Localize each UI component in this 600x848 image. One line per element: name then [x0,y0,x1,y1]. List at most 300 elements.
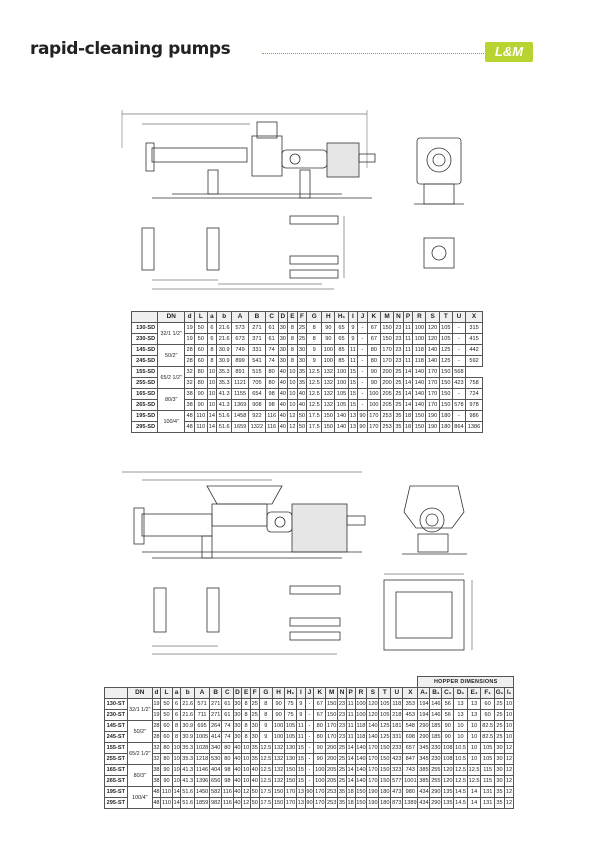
table-cell: 253 [326,798,338,809]
col-header: E [288,312,298,323]
col-header: J [358,312,368,323]
table-cell: 61 [265,323,278,334]
table-cell: 135 [442,787,454,798]
table-cell: 35.3 [181,743,195,754]
col-header: A [194,688,209,699]
table-cell: 25 [297,334,307,345]
table-cell: 38 [152,765,161,776]
table-cell: 90 [367,367,380,378]
table-cell: 98 [265,389,278,400]
table-cell: 140 [413,378,426,389]
table-cell: 140 [426,345,439,356]
table-cell: 146 [430,710,442,721]
table-cell: 194 [418,699,430,710]
table-cell: 743 [403,765,418,776]
table-cell: - [452,389,465,400]
table-cell: 50 [194,323,207,334]
table-cell: 30.9 [181,721,195,732]
col-header: C [265,312,278,323]
table-cell: 30 [233,721,242,732]
table-cell: 80 [265,378,278,389]
col-header: D [233,688,242,699]
table-cell: 140 [367,721,379,732]
table-cell: 8 [207,345,217,356]
table-cell: 873 [391,798,403,809]
table-cell: 75 [285,699,297,710]
table-cell: 40 [278,367,288,378]
table-cell: 6 [172,699,181,710]
col-header: F [297,312,307,323]
table-cell: 21.6 [181,710,195,721]
table-cell: 40 [278,378,288,389]
table-cell: 12 [505,776,514,787]
table-cell: 140 [426,356,439,367]
table-cell: 12.5 [454,776,468,787]
table-cell: 40 [233,743,242,754]
model-cell: 130-ST [105,699,128,710]
table-cell: 10 [467,743,481,754]
table-cell: 35 [338,787,347,798]
table-cell: 85 [335,345,348,356]
table-cell: 271 [210,710,222,721]
table-cell: 1458 [232,411,249,422]
table-cell: 15 [297,743,306,754]
table-cell: 571 [194,699,209,710]
model-cell: 255-SD [132,378,158,389]
table-cell: 170 [367,765,379,776]
table-cell: 15 [297,765,306,776]
table-cell: 568 [452,367,465,378]
table-cell: 180 [439,411,452,422]
table-cell: 25 [338,754,347,765]
table-cell: 1146 [194,765,209,776]
table-cell: 60 [481,710,495,721]
table-cell: 116 [222,787,233,798]
table-row [132,345,483,356]
table-cell: 170 [426,389,439,400]
table-cell: 23 [394,334,404,345]
brand-logo: L&M [485,42,533,62]
table-cell: 8 [288,323,298,334]
table-cell: 75 [285,710,297,721]
col-header: DN [127,688,152,699]
table-cell: 100 [273,732,285,743]
table-cell: 8 [242,699,251,710]
table-cell: 8 [307,323,322,334]
table-cell: 120 [367,699,379,710]
table-cell: 132 [273,743,285,754]
table-cell: 25 [494,699,504,710]
col-header-model [132,312,158,323]
table-cell: 423 [452,378,465,389]
table-cell: 1396 [194,776,209,787]
table-cell: 10 [242,743,251,754]
table-cell: - [358,356,368,367]
table-cell: 140 [335,422,348,433]
table-cell: 150 [379,754,391,765]
table-cell: 30 [494,743,504,754]
table-cell: 140 [413,400,426,411]
table-cell: - [358,323,368,334]
table-cell: 577 [391,776,403,787]
table-cell: 150 [273,787,285,798]
table-cell: 711 [194,710,209,721]
table-cell: 30.9 [217,345,232,356]
table-cell: 105 [439,323,452,334]
table-cell: 10 [467,732,481,743]
table-cell: 25 [338,765,347,776]
table-cell: 12 [505,743,514,754]
table-cell: 132 [273,776,285,787]
table-cell: 982 [210,798,222,809]
dn-cell: 32/1 1/2" [158,323,185,345]
table-cell: 8 [207,356,217,367]
table-row [132,356,483,367]
table-cell: 150 [439,400,452,411]
model-cell: 265-SD [132,400,158,411]
model-cell: 255-ST [105,754,128,765]
table-cell: 10 [454,732,468,743]
table-cell: 50 [297,411,307,422]
table-cell: 15 [348,367,358,378]
table-cell: 150 [379,743,391,754]
table-cell: 14 [346,765,355,776]
table-cell: 170 [326,732,338,743]
table-cell: 978 [466,400,483,411]
table-cell: 110 [194,411,207,422]
table-cell: 8 [307,334,322,345]
table-cell: 10.5 [454,754,468,765]
col-header: M [380,312,393,323]
col-header: S [367,688,379,699]
table-cell: - [452,356,465,367]
dn-cell: 80/3" [158,389,185,411]
table-cell: 12 [505,787,514,798]
table-cell: 100 [314,776,326,787]
table-cell: 90 [358,411,368,422]
table-cell: 185 [430,721,442,732]
model-cell: 145-SD [132,345,158,356]
table-cell: 140 [355,765,367,776]
table-cell: 38 [152,776,161,787]
table-cell: 41.3 [181,776,195,787]
table-cell: 100 [367,389,380,400]
table-cell: 8 [242,721,251,732]
table-row [105,721,514,732]
table-cell: 578 [452,400,465,411]
table-cell: - [452,345,465,356]
col-header: F [250,688,259,699]
table-cell: 414 [210,732,222,743]
table-cell: 150 [379,776,391,787]
table-cell: 90 [194,389,207,400]
table-cell: 592 [466,356,483,367]
table-cell: 38 [185,389,195,400]
table-cell: 185 [430,732,442,743]
table-cell: 290 [430,798,442,809]
table-cell: 23 [338,710,347,721]
table-cell: 131 [481,787,495,798]
table-cell: 705 [249,378,266,389]
table-cell: 80 [265,367,278,378]
table-cell: 14.5 [454,798,468,809]
table-cell: 1659 [232,422,249,433]
table-cell: 170 [367,776,379,787]
table-cell: 21.6 [217,323,232,334]
table-row [105,710,514,721]
model-cell: 155-SD [132,367,158,378]
table-cell: 60 [194,356,207,367]
table-cell: 100 [355,710,367,721]
table-cell: 28 [185,345,195,356]
table-cell: 90 [273,699,285,710]
table-cell: 120 [442,776,454,787]
table-cell: 230 [430,754,442,765]
table-cell: 14 [467,787,481,798]
table-cell: 98 [222,776,233,787]
table-cell: 50 [161,699,172,710]
table-cell: 12 [505,765,514,776]
col-header: X [466,312,483,323]
table-cell: 25 [494,710,504,721]
table-cell: 30 [233,710,242,721]
model-cell: 230-ST [105,710,128,721]
dn-cell: 32/1 1/2" [127,699,152,721]
table-cell: 1028 [194,743,209,754]
table-cell: 253 [326,787,338,798]
table-cell: 11 [348,356,358,367]
table-cell: 150 [355,798,367,809]
table-cell: - [358,334,368,345]
table-cell: 67 [314,699,326,710]
table-cell: 40 [297,389,307,400]
table-cell: 140 [367,732,379,743]
table-cell: 695 [194,721,209,732]
table-cell: 30 [250,732,259,743]
table-cell: 18 [346,798,355,809]
table-cell: 61 [222,699,233,710]
table-cell: 150 [380,334,393,345]
table-cell: 170 [314,787,326,798]
table-cell: 30 [278,345,288,356]
table-cell: - [452,411,465,422]
table-row [105,776,514,787]
table-cell: 515 [249,367,266,378]
col-header: d [152,688,161,699]
table-cell: 35 [394,411,404,422]
table-cell: 80 [161,754,172,765]
table-cell: 323 [391,765,403,776]
table-cell: 21.6 [217,334,232,345]
table-cell: 140 [355,743,367,754]
col-header: H₁ [285,688,297,699]
table-cell: 255 [430,776,442,787]
table-cell: 13 [454,710,468,721]
table-cell: 28 [152,732,161,743]
table-cell: 40 [278,400,288,411]
table-cell: 12 [505,798,514,809]
table-cell: 40 [233,798,242,809]
table-cell: - [305,732,314,743]
table-cell: 331 [249,345,266,356]
table-cell: 30 [494,754,504,765]
table-cell: 132 [322,378,335,389]
table-cell: 170 [426,378,439,389]
dn-cell: 100/4" [127,787,152,809]
table-cell: 150 [413,411,426,422]
table-cell: 1389 [403,798,418,809]
table-cell: 132 [322,400,335,411]
table-cell: 12.5 [259,754,273,765]
table-cell: 140 [355,776,367,787]
table-cell: 118 [355,732,367,743]
table-cell: 120 [442,765,454,776]
table-cell: 100 [322,356,335,367]
table-cell: 40 [278,411,288,422]
table-cell: 10.5 [454,743,468,754]
col-header: R [413,312,426,323]
table-cell: 10 [505,732,514,743]
table-cell: 18 [346,787,355,798]
table-cell: 230 [430,743,442,754]
table-cell: 110 [161,787,172,798]
table-cell: 12.5 [307,400,322,411]
table-cell: 10 [467,754,481,765]
table-cell: 140 [413,389,426,400]
table-cell: 11 [348,345,358,356]
table-cell: 548 [403,721,418,732]
table-cell: 12 [288,411,298,422]
table-cell: 9 [348,323,358,334]
table-cell: 10 [454,721,468,732]
table-cell: 25 [394,367,404,378]
table-cell: 65 [335,323,348,334]
col-header: K [314,688,326,699]
table-cell: 10 [505,710,514,721]
table-cell: - [305,721,314,732]
table-cell: 35 [250,754,259,765]
table-cell: 150 [285,765,297,776]
table-row [105,699,514,710]
table-cell: 14 [207,411,217,422]
table-cell: 100 [367,400,380,411]
table-cell: 170 [367,422,380,433]
table-cell: 11 [297,732,306,743]
table-cell: 1386 [466,422,483,433]
hopper-spacer [105,677,418,688]
table-cell: 40 [250,765,259,776]
spec-table-st-body [105,699,514,809]
table-cell: 28 [185,356,195,367]
model-cell: 265-ST [105,776,128,787]
table-cell: 90 [322,323,335,334]
table-cell: 50 [297,422,307,433]
table-cell: 9 [297,699,306,710]
table-cell: 253 [380,422,393,433]
table-cell: 345 [418,743,430,754]
table-cell: 105 [285,721,297,732]
hopper-header-row [105,677,514,688]
table-cell: 10 [207,378,217,389]
table-cell: 12.5 [307,367,322,378]
col-header: d [185,312,195,323]
col-header: C₁ [442,688,454,699]
table-cell: 1001 [403,776,418,787]
table-cell: 90 [161,765,172,776]
table-cell: 118 [355,721,367,732]
table-cell: 371 [249,334,266,345]
table-cell: 340 [210,743,222,754]
table-cell: 181 [391,721,403,732]
table-cell: 170 [367,411,380,422]
table-cell: 40 [233,776,242,787]
table-cell: 67 [367,323,380,334]
table-cell: 290 [418,721,430,732]
col-header: H [273,688,285,699]
col-header: C [222,688,233,699]
table-cell: 180 [439,422,452,433]
table-cell: - [305,776,314,787]
pump-drawing-st-svg [112,468,477,668]
table-cell: 35.3 [217,367,232,378]
table-cell: 1450 [194,787,209,798]
table-cell: 100 [273,721,285,732]
table-cell: 1859 [194,798,209,809]
col-header: J [305,688,314,699]
table-cell: 35 [338,798,347,809]
table-cell: 90 [367,378,380,389]
table-cell: 80 [314,721,326,732]
table-cell: 30 [494,765,504,776]
table-cell: 30 [233,732,242,743]
table-cell: 30 [250,721,259,732]
table-cell: 100 [355,699,367,710]
table-cell: 170 [426,367,439,378]
table-cell: 194 [418,710,430,721]
table-cell: 8 [242,732,251,743]
table-cell: 40 [297,400,307,411]
table-cell: - [358,378,368,389]
table-cell: 23 [338,721,347,732]
table-cell: 11 [403,356,413,367]
table-cell: 12 [242,798,251,809]
table-cell: 12.5 [454,765,468,776]
dn-cell: 50/2" [127,721,152,743]
table-cell: 118 [413,356,426,367]
table-cell: 150 [439,367,452,378]
table-cell: 758 [466,378,483,389]
table-cell: 100 [413,334,426,345]
table-cell: 105 [285,732,297,743]
table-cell: 170 [367,754,379,765]
table-cell: 253 [380,411,393,422]
table-cell: 10 [288,367,298,378]
table-cell: 8 [259,710,273,721]
table-cell: 14 [346,743,355,754]
table-cell: 271 [249,323,266,334]
table-cell: 18 [403,411,413,422]
table-cell: 90 [358,422,368,433]
col-header: X [403,688,418,699]
table-cell: 19 [152,710,161,721]
table-cell: 10 [172,765,181,776]
table-cell: 110 [194,422,207,433]
table-cell: 10 [288,378,298,389]
col-header: a [172,688,181,699]
table-cell: 980 [403,787,418,798]
table-cell: 13 [467,710,481,721]
header-dotted-rule [262,53,484,54]
